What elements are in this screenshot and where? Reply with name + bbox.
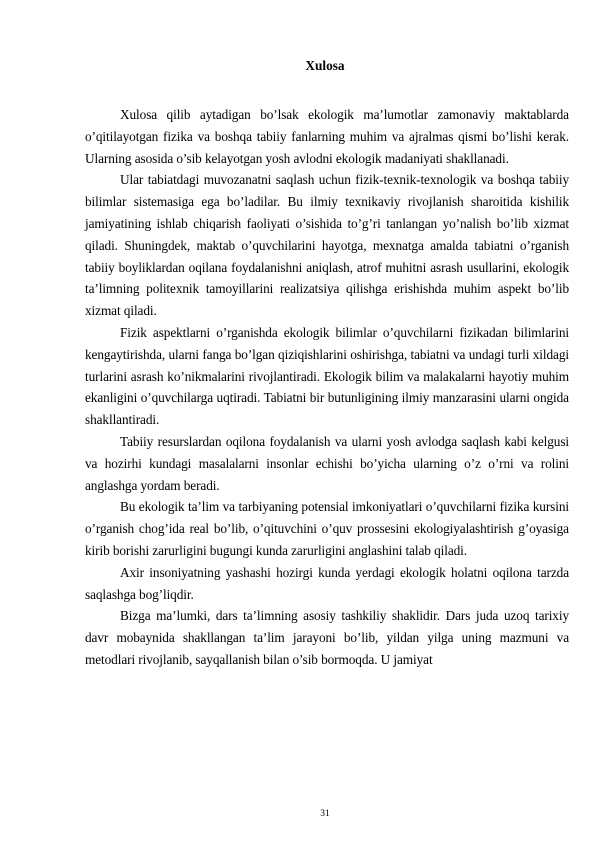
paragraph: Fizik aspektlarni o’rganishda ekologik bilimlar o’quvchilarni fizikadan bilimlarini kengaytirishda, ularni fanga bo’lgan qiziqishlarini oshirishga, tabiatni va undagi turli xildagi turlarini asrash ko’nikmalarini rivojlantiradi. Ekologik bilim va malakalarni hayotiy muhim ekanligini o’quvchilarga uqtiradi. Tabiatni bir butunligining ilmiy manzarasini ularni ongida shakllantiradi. (85, 324, 569, 428)
page-title: Xulosa (305, 58, 345, 73)
paragraph: Bu ekologik ta’lim va tarbiyaning potensial imkoniyatlari o’quvchilarni fizika kursini o’rganish chog’ida real bo’lib, o’qituvchini o’quv prossesini ekologiyalashtirish g’oyasiga kirib borishi zarurligini bugungi kunda zarurligini anglashini talab qiladi. (85, 499, 569, 558)
paragraph: Bizga ma’lumki, dars ta’limning asosiy tashkiliy shaklidir. Dars juda uzoq tarixiy davr mobaynida shakllangan ta’lim jarayoni bo’lib, yildan yilga uning mazmuni va metodlari rivojlanib, sayqallanish bilan o’sib bormoqda. U jamiyat (85, 608, 569, 667)
paragraph: Ular tabiatdagi muvozanatni saqlash uchun fizik-texnik-texnologik va boshqa tabiiy bilimlar sistemasiga ega bo’ladilar. Bu ilmiy texnikaviy rivojlanish sharoitida kishilik jamiyatining ishlab chiqarish faoliyati o’sishida to’g’ri tanlangan yo’nalish bo’lib xizmat qiladi. Shuningdek, maktab o’quvchilarini hayotga, mexnatga amalda tabiatni o’rganish tabiiy boyliklardan oqilana foydalanishni aniqlash, atrof muhitni asrash usullarini, ekologik ta’limning politexnik tamoyillarini realizatsiya qilishga erishishda muhim aspekt bo’lib xizmat qiladi. (85, 172, 569, 319)
paragraph: Xulosa qilib aytadigan bo’lsak ekologik ma’lumotlar zamonaviy maktablarda o’qitilayotgan fizika va boshqa tabiiy fanlarning muhim va ajralmas qismi bo’lishi kerak. Ularning asosida o’sib kelayotgan yosh avlodni ekologik madaniyati shakllanadi. (85, 107, 569, 166)
paragraph: Axir insoniyatning yashashi hozirgi kunda yerdagi ekologik holatni oqilona tarzda saqlashga bog’liqdir. (85, 564, 569, 602)
body-text (85, 104, 569, 671)
page-number: 31 (320, 809, 330, 819)
paragraph: Tabiiy resurslardan oqilona foydalanish va ularni yosh avlodga saqlash kabi kelgusi va hozirhi kundagi masalalarni insonlar echishi bo’yicha ularning o’z o’rni va rolini anglashga yordam beradi. (85, 433, 569, 493)
